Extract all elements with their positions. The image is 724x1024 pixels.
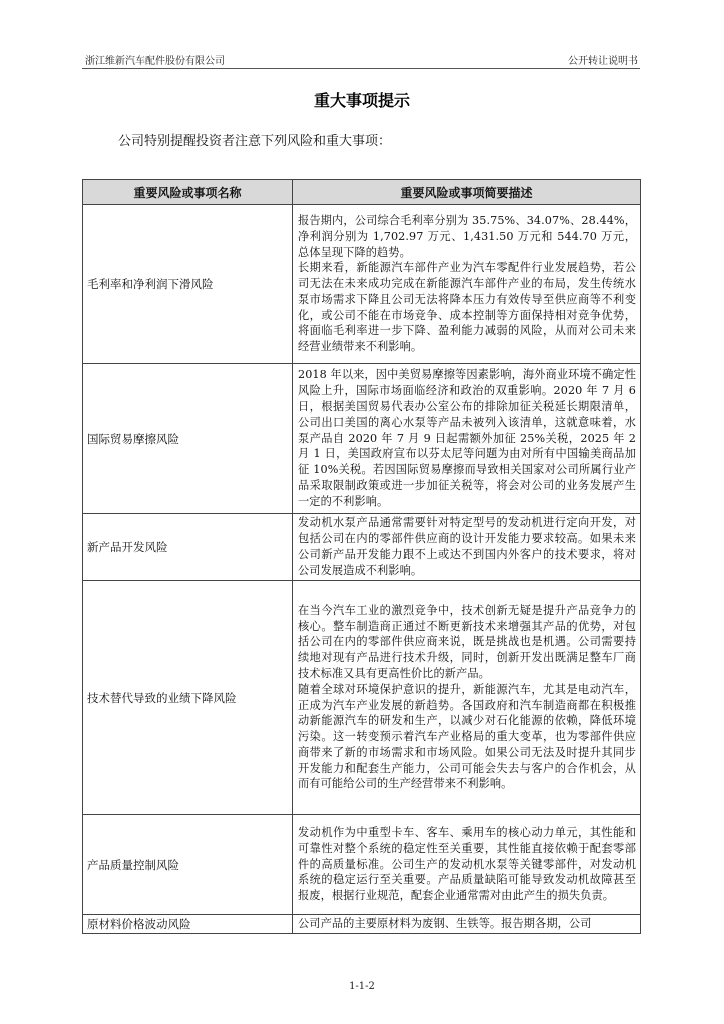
risk-description <box>293 915 641 934</box>
intro-text: 公司特别提醒投资者注意下列风险和重大事项： <box>118 134 392 149</box>
table-row <box>83 815 641 915</box>
risk-name: 国际贸易摩擦风险 <box>83 364 293 514</box>
table-row <box>83 514 641 581</box>
table-row <box>83 205 641 364</box>
risk-description <box>293 364 641 514</box>
risk-name: 技术替代导致的业绩下降风险 <box>83 581 293 815</box>
description-paragraph: 在当今汽车工业的激烈竞争中，技术创新无疑是提升产品竞争力的核心。整车制造商正通过不断更新技术来增强其产品的优势，对包括公司在内的零部件供应商来说，既是挑战也是机遇。公司需要持续地对现有产品进行技术升级，同时，创新开发出既满足整车厂商技术标准又具有更高性价比的新产品。 <box>298 603 636 680</box>
description-paragraph: 发动机水泵产品通常需要针对特定型号的发动机进行定向开发，对包括公司在内的零部件供应商的设计开发能力要求较高。如果未来公司新产品开发能力跟不上或达不到国内外客户的技术要求，将对公司发展造成不利影响。 <box>298 516 636 577</box>
column-header-name: 重要风险或事项名称 <box>83 180 293 205</box>
header-company: 浙江维新汽车配件股份有限公司 <box>85 56 225 67</box>
description-paragraph: 随着全球对环境保护意识的提升，新能源汽车，尤其是电动汽车，正成为汽车产业发展的新趋势。各国政府和汽车制造商都在积极推动新能源汽车的研发和生产，以减少对石化能源的依赖，降低环境污染。这一转变预示着汽车产业格局的重大变革，也为零部件供应商带来了新的市场需求和市场风险。如果公司无法及时提升其同步开发能力和配套生产能力，公司可能会失去与客户的合作机会，从而有可能给公司的生产经营带来不利影响。 <box>298 682 636 791</box>
column-header-desc: 重要风险或事项简要描述 <box>293 180 641 205</box>
risk-description <box>293 815 641 915</box>
header-doc-type: 公开转让说明书 <box>568 56 638 67</box>
risk-name: 产品质量控制风险 <box>83 815 293 915</box>
page-number: 1-1-2 <box>349 981 375 992</box>
table-row <box>83 364 641 514</box>
description-paragraph: 长期来看，新能源汽车部件产业为汽车零配件行业发展趋势，若公司无法在未来成功完成在新能源汽车部件产业的布局，发生传统水泵市场需求下降且公司无法将降本压力有效传导至供应商等不利变化，或公司不能在市场竞争、成本控制等方面保持相对竞争优势，将面临毛利率进一步下降、盈利能力减弱的风险，从而对公司未来经营业绩带来不利影响。 <box>298 261 636 354</box>
risk-name: 新产品开发风险 <box>83 514 293 581</box>
risk-description <box>293 514 641 581</box>
description-paragraph: 发动机作为中重型卡车、客车、乘用车的核心动力单元，其性能和可靠性对整个系统的稳定性至关重要，其性能直接依赖于配套零部件的高质量标准。公司生产的发动机水泵等关键零部件，对发动机系统的稳定运行至关重要。产品质量缺陷可能导致发动机故障甚至报废，根据行业规范，配套企业通常需对由此产生的损失负责。 <box>298 826 636 903</box>
table-row <box>83 915 641 934</box>
section-title: 重大事项提示 <box>313 91 410 110</box>
risk-table <box>82 179 641 934</box>
table-header-row <box>83 180 641 205</box>
risk-description <box>293 205 641 364</box>
risk-description <box>293 581 641 815</box>
risk-name: 毛利率和净利润下滑风险 <box>83 205 293 364</box>
running-header <box>82 50 640 69</box>
description-paragraph: 公司产品的主要原材料为废钢、生铁等。报告期各期，公司 <box>298 917 592 930</box>
table-row <box>83 581 641 815</box>
risk-name: 原材料价格波动风险 <box>83 915 293 934</box>
description-paragraph: 2018 年以来，因中美贸易摩擦等因素影响，海外商业环境不确定性风险上升，国际市场面临经济和政治的双重影响。2020 年 7 月 6 日，根据美国贸易代表办公室公布的排除加征关税延长期限清单，公司出口美国的离心水泵等产品未被列入该清单，这就意味着，水泵产品自 2020 年 7 月 9 日起需额外加征 25%关税，2025 年 2 月 1 日，美国政府宣布以芬太尼等问题为由对所有中国输美商品加征 10%关税。若因国际贸易摩擦而导致相关国家对公司所属行业产品采取限制政策或进一步加征关税等，将会对公司的业务发展产生一定的不利影响。 <box>298 368 636 508</box>
description-paragraph: 报告期内，公司综合毛利率分别为 35.75%、34.07%、28.44%，净利润分别为 1,702.97 万元、1,431.50 万元和 544.70 万元，总体呈现下降的趋势。 <box>298 213 636 259</box>
